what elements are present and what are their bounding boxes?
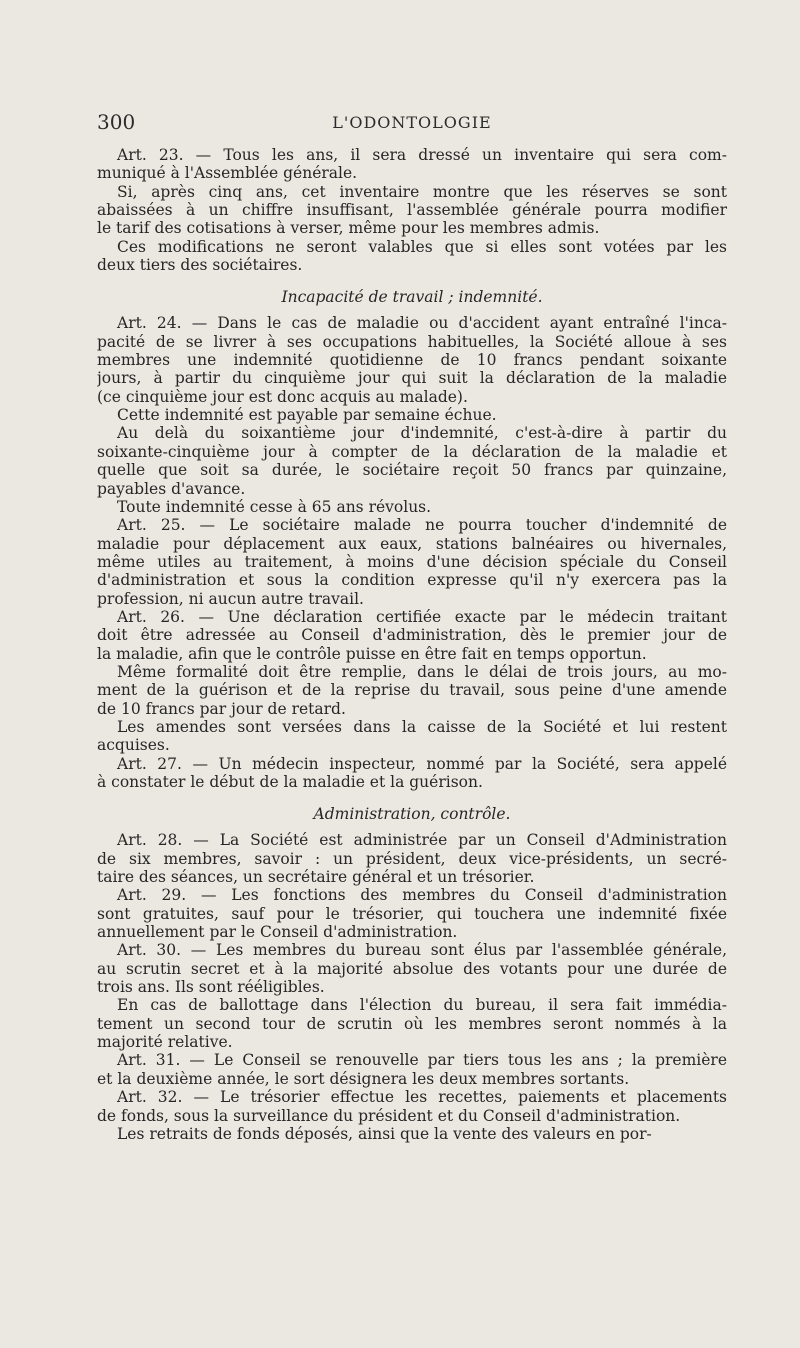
paragraph: [97, 663, 727, 718]
text-line: à constater le début de la maladie et la guérison.: [97, 773, 483, 791]
text-line: de 10 francs par jour de retard.: [97, 699, 346, 718]
text-line: Ces modifications ne seront valables que si elles sont votées par les: [117, 237, 727, 256]
page-header: [97, 110, 727, 136]
paragraph: [97, 996, 727, 1051]
text-line: majorité relative.: [97, 1033, 233, 1052]
paragraph: [97, 498, 727, 516]
text-line: au scrutin secret et à la majorité absolue des votants pour une durée de: [97, 959, 727, 978]
text-line: ment de la guérison et de la reprise du travail, sous peine d'une amende: [97, 681, 727, 700]
text-line: Art. 30. — Les membres du bureau sont élus par l'assemblée générale,: [117, 941, 727, 960]
text-line: Art. 28. — La Société est administrée par un Conseil d'Administration: [117, 831, 727, 850]
paragraph: [97, 608, 727, 663]
text-line: Toute indemnité cesse à 65 ans révolus.: [117, 497, 432, 516]
text-line: quelle que soit sa durée, le sociétaire reçoit 50 francs par quinzaine,: [97, 461, 727, 480]
text-line: de fonds, sous la surveillance du président et du Conseil d'administration.: [97, 1106, 681, 1125]
text-line: la maladie, afin que le contrôle puisse en être fait en temps opportun.: [97, 644, 647, 663]
page-number: 300: [97, 110, 136, 134]
text-line: (ce cinquième jour est donc acquis au malade).: [97, 387, 468, 406]
paragraph: [97, 718, 727, 755]
section-heading: Incapacité de travail ; indemnité.: [281, 288, 543, 307]
text-line: Les retraits de fonds déposés, ainsi que la vente des valeurs en por-: [117, 1124, 652, 1143]
paragraph: [97, 1051, 727, 1088]
text-line: payables d'avance.: [97, 479, 246, 498]
body-text: [97, 146, 727, 1143]
text-line: et la deuxième année, le sort désignera les deux membres sortants.: [97, 1069, 630, 1088]
text-line: trois ans. Ils sont rééligibles.: [97, 978, 325, 997]
text-line: Art. 26. — Une déclaration certifiée exacte par le médecin traitant: [117, 607, 727, 626]
text-line: abaissées à un chiffre insuffisant, l'assemblée générale pourra modifier: [97, 201, 727, 220]
text-line: le tarif des cotisations à verser, même pour les membres admis.: [97, 219, 600, 238]
text-line: Cette indemnité est payable par semaine échue.: [117, 406, 497, 425]
text-line: Art. 32. — Le trésorier effectue les recettes, paiements et placements: [117, 1088, 727, 1107]
text-line: deux tiers des sociétaires.: [97, 256, 303, 275]
text-line: jours, à partir du cinquième jour qui suit la déclaration de la maladie: [97, 369, 727, 388]
text-line: doit être adressée au Conseil d'administration, dès le premier jour de: [97, 626, 727, 645]
text-line: maladie pour déplacement aux eaux, stations balnéaires ou hivernales,: [97, 534, 727, 553]
text-line: profession, ni aucun autre travail.: [97, 589, 364, 608]
paragraph: [97, 183, 727, 238]
text-line: acquises.: [97, 736, 170, 755]
text-line: Si, après cinq ans, cet inventaire montre que les réserves se sont: [117, 182, 727, 201]
text-line: Les amendes sont versées dans la caisse de la Société et lui restent: [117, 717, 727, 736]
text-line: Art. 24. — Dans le cas de maladie ou d'accident ayant entraîné l'inca-: [117, 314, 727, 333]
text-line: sont gratuites, sauf pour le trésorier, qui touchera une indemnité fixée: [97, 904, 727, 923]
text-line: Art. 27. — Un médecin inspecteur, nommé par la Société, sera appelé: [117, 754, 727, 773]
text-line: d'administration et sous la condition expresse qu'il n'y exercera pas la: [97, 571, 727, 590]
text-line: Au delà du soixantième jour d'indemnité, c'est-à-dire à partir du: [117, 424, 727, 443]
text-line: pacité de se livrer à ses occupations habituelles, la Société alloue à ses: [97, 332, 727, 351]
paragraph: [97, 1088, 727, 1125]
paragraph: [97, 406, 727, 424]
paragraph: [97, 516, 727, 608]
text-line: même utiles au traitement, à moins d'une décision spéciale du Conseil: [97, 552, 727, 571]
paragraph: [97, 831, 727, 886]
text-line: Art. 25. — Le sociétaire malade ne pourra toucher d'indemnité de: [117, 516, 727, 535]
paragraph: [97, 314, 727, 406]
text-line: taire des séances, un secrétaire général et un trésorier.: [97, 868, 535, 887]
text-line: tement un second tour de scrutin où les membres seront nommés à la: [97, 1014, 727, 1033]
paragraph: [97, 146, 727, 183]
text-line: Art. 31. — Le Conseil se renouvelle par tiers tous les ans ; la première: [117, 1051, 727, 1070]
paragraph: [97, 941, 727, 996]
paragraph: [97, 755, 727, 792]
text-line: membres une indemnité quotidienne de 10 francs pendant soixante: [97, 351, 727, 370]
text-line: Art. 23. — Tous les ans, il sera dressé un inventaire qui sera com-: [117, 146, 727, 164]
paragraph: [97, 238, 727, 275]
paragraph: [97, 1125, 727, 1143]
text-line: Même formalité doit être remplie, dans le délai de trois jours, au mo-: [117, 662, 727, 681]
text-line: Art. 29. — Les fonctions des membres du Conseil d'administration: [117, 886, 727, 905]
running-title: L'ODONTOLOGIE: [332, 113, 492, 132]
text-line: soixante-cinquième jour à compter de la déclaration de la maladie et: [97, 442, 727, 461]
paragraph: [97, 424, 727, 497]
section-heading: Administration, contrôle.: [313, 805, 511, 824]
text-line: de six membres, savoir : un président, deux vice-présidents, un secré-: [97, 849, 727, 868]
text-line: En cas de ballottage dans l'élection du bureau, il sera fait immédia-: [117, 996, 727, 1015]
paragraph: [97, 886, 727, 941]
text-line: muniqué à l'Assemblée générale.: [97, 164, 358, 183]
text-line: annuellement par le Conseil d'administration.: [97, 923, 458, 942]
